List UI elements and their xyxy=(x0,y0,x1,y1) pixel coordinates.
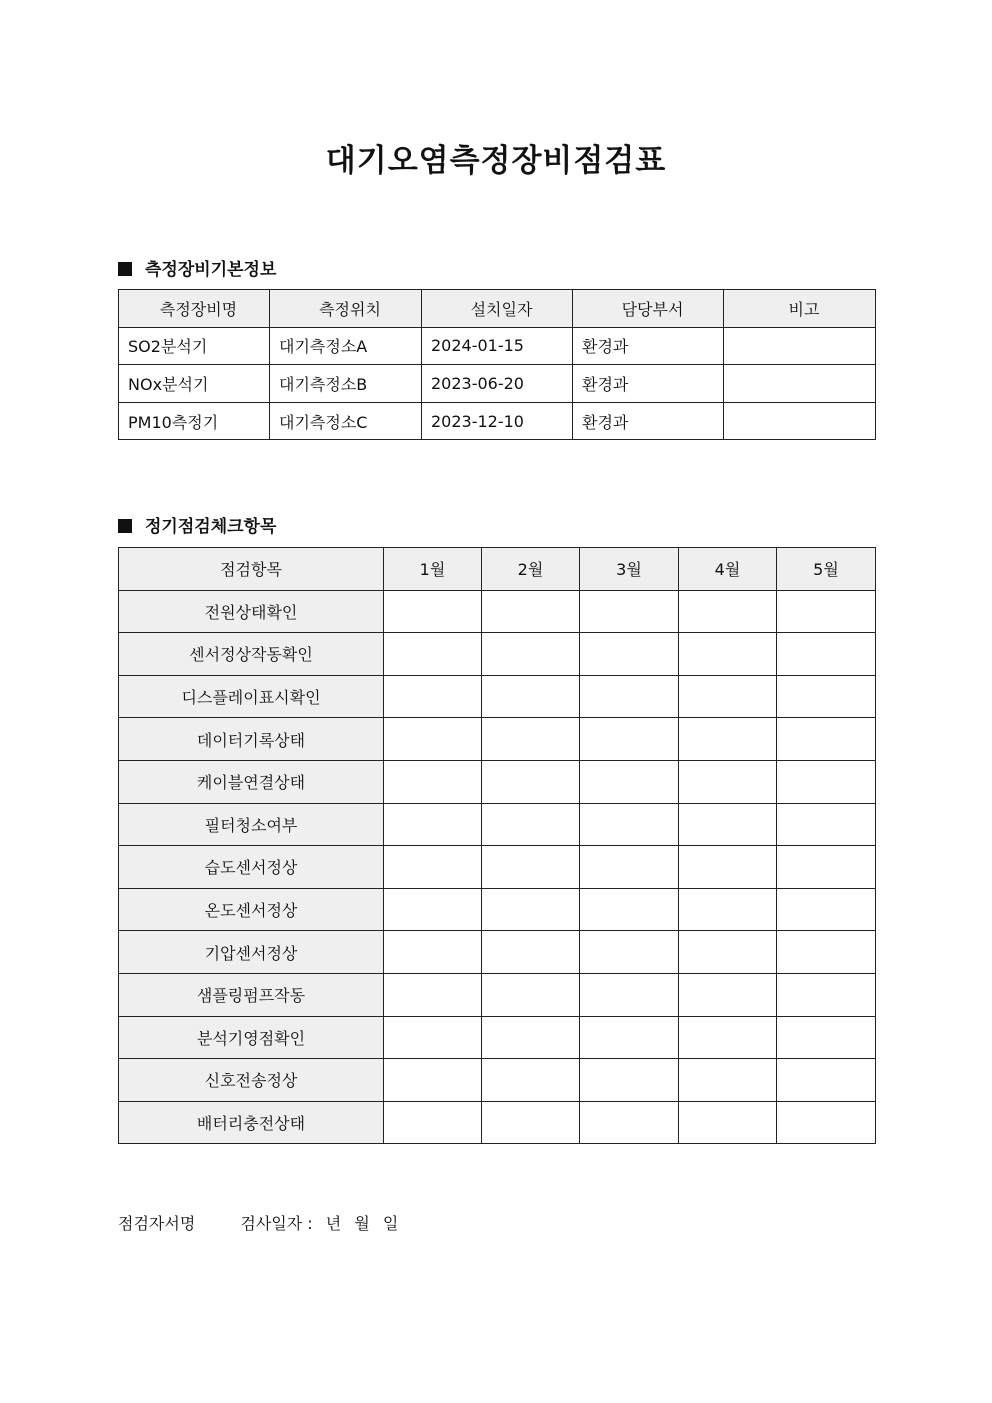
year-label: 년 xyxy=(325,1214,342,1233)
check-item-label: 기압센서정상 xyxy=(119,931,384,974)
check-cell[interactable] xyxy=(777,931,876,974)
location-cell: 대기측정소A xyxy=(270,327,422,365)
check-cell[interactable] xyxy=(482,1059,580,1102)
check-item-label: 배터리충전상태 xyxy=(119,1101,384,1144)
check-cell[interactable] xyxy=(777,888,876,931)
remarks-cell[interactable] xyxy=(724,365,876,403)
remarks-cell[interactable] xyxy=(724,402,876,440)
signature-line xyxy=(118,1211,406,1234)
location-cell: 대기측정소C xyxy=(270,402,422,440)
check-cell[interactable] xyxy=(482,590,580,633)
check-cell[interactable] xyxy=(384,1016,482,1059)
check-cell[interactable] xyxy=(580,846,679,889)
check-cell[interactable] xyxy=(580,590,679,633)
equipment-name-cell: SO2분석기 xyxy=(119,327,270,365)
check-cell[interactable] xyxy=(482,1101,580,1144)
check-item-label: 케이블연결상태 xyxy=(119,760,384,803)
check-cell[interactable] xyxy=(580,1101,679,1144)
month-label: 월 xyxy=(354,1214,370,1233)
check-cell[interactable] xyxy=(777,633,876,676)
check-cell[interactable] xyxy=(777,1059,876,1102)
check-cell[interactable] xyxy=(679,718,777,761)
check-cell[interactable] xyxy=(482,760,580,803)
check-cell[interactable] xyxy=(482,718,580,761)
table-row xyxy=(119,675,876,718)
department-cell: 환경과 xyxy=(573,402,724,440)
section-heading-basic-info xyxy=(118,255,276,280)
check-cell[interactable] xyxy=(777,760,876,803)
check-cell[interactable] xyxy=(679,760,777,803)
check-item-label: 필터청소여부 xyxy=(119,803,384,846)
check-cell[interactable] xyxy=(580,633,679,676)
table-row xyxy=(119,365,876,403)
check-cell[interactable] xyxy=(482,888,580,931)
check-cell[interactable] xyxy=(679,803,777,846)
location-cell: 대기측정소B xyxy=(270,365,422,403)
check-cell[interactable] xyxy=(777,846,876,889)
check-cell[interactable] xyxy=(384,1101,482,1144)
check-cell[interactable] xyxy=(384,718,482,761)
check-cell[interactable] xyxy=(777,590,876,633)
check-cell[interactable] xyxy=(384,590,482,633)
check-item-label: 습도센서정상 xyxy=(119,846,384,889)
check-cell[interactable] xyxy=(482,1016,580,1059)
check-cell[interactable] xyxy=(384,760,482,803)
check-cell[interactable] xyxy=(482,803,580,846)
inspection-date-label: 검사일자 : xyxy=(240,1214,313,1233)
check-cell[interactable] xyxy=(384,973,482,1016)
table-row xyxy=(119,760,876,803)
check-cell[interactable] xyxy=(580,888,679,931)
day-label: 일 xyxy=(382,1214,399,1233)
equipment-name-cell: PM10측정기 xyxy=(119,402,270,440)
check-cell[interactable] xyxy=(580,973,679,1016)
check-cell[interactable] xyxy=(777,718,876,761)
check-item-label: 센서정상작동확인 xyxy=(119,633,384,676)
table-row xyxy=(119,1059,876,1102)
inspector-signature-label: 점검자서명 xyxy=(118,1214,196,1233)
check-cell[interactable] xyxy=(482,633,580,676)
table-row xyxy=(119,718,876,761)
check-cell[interactable] xyxy=(777,675,876,718)
check-cell[interactable] xyxy=(482,846,580,889)
table-row xyxy=(119,1101,876,1144)
check-cell[interactable] xyxy=(384,675,482,718)
table-header-row xyxy=(119,548,876,591)
check-cell[interactable] xyxy=(384,888,482,931)
table-row xyxy=(119,846,876,889)
check-cell[interactable] xyxy=(679,633,777,676)
check-cell[interactable] xyxy=(580,803,679,846)
table-row xyxy=(119,931,876,974)
check-item-label: 분석기영점확인 xyxy=(119,1016,384,1059)
check-cell[interactable] xyxy=(777,1101,876,1144)
check-cell[interactable] xyxy=(482,973,580,1016)
department-cell: 환경과 xyxy=(573,365,724,403)
table-row xyxy=(119,888,876,931)
department-cell: 환경과 xyxy=(573,327,724,365)
check-cell[interactable] xyxy=(777,973,876,1016)
check-cell[interactable] xyxy=(777,803,876,846)
check-item-label: 신호전송정상 xyxy=(119,1059,384,1102)
check-cell[interactable] xyxy=(482,675,580,718)
table-row xyxy=(119,973,876,1016)
table-row xyxy=(119,803,876,846)
page-title: 대기오염측정장비점검표 xyxy=(325,143,667,179)
check-cell[interactable] xyxy=(580,931,679,974)
column-header: 비고 xyxy=(724,290,876,328)
check-cell[interactable] xyxy=(679,888,777,931)
check-cell[interactable] xyxy=(580,760,679,803)
table-header-row xyxy=(119,290,876,328)
column-header: 측정위치 xyxy=(270,290,422,328)
check-item-label: 샘플링펌프작동 xyxy=(119,973,384,1016)
check-cell[interactable] xyxy=(384,633,482,676)
check-cell[interactable] xyxy=(679,846,777,889)
check-cell[interactable] xyxy=(580,718,679,761)
check-cell[interactable] xyxy=(580,1016,679,1059)
check-cell[interactable] xyxy=(679,1059,777,1102)
square-bullet-icon xyxy=(118,519,132,533)
check-cell[interactable] xyxy=(679,931,777,974)
check-cell[interactable] xyxy=(580,675,679,718)
column-header: 4월 xyxy=(679,548,777,591)
check-cell[interactable] xyxy=(580,1059,679,1102)
column-header: 담당부서 xyxy=(573,290,724,328)
check-item-label: 데이터기록상태 xyxy=(119,718,384,761)
section-heading-checklist xyxy=(118,512,276,537)
table-row xyxy=(119,327,876,365)
column-header: 점검항목 xyxy=(119,548,384,591)
check-cell[interactable] xyxy=(482,931,580,974)
inspection-checklist-table xyxy=(118,547,876,1144)
column-header: 설치일자 xyxy=(422,290,573,328)
check-cell[interactable] xyxy=(679,1016,777,1059)
check-cell[interactable] xyxy=(384,931,482,974)
column-header: 5월 xyxy=(777,548,876,591)
remarks-cell[interactable] xyxy=(724,327,876,365)
check-item-label: 온도센서정상 xyxy=(119,888,384,931)
install-date-cell: 2023-12-10 xyxy=(422,402,573,440)
check-cell[interactable] xyxy=(384,1059,482,1102)
column-header: 측정장비명 xyxy=(119,290,270,328)
check-cell[interactable] xyxy=(777,1016,876,1059)
install-date-cell: 2023-06-20 xyxy=(422,365,573,403)
check-item-label: 전원상태확인 xyxy=(119,590,384,633)
equipment-name-cell: NOx분석기 xyxy=(119,365,270,403)
table-row xyxy=(119,590,876,633)
check-cell[interactable] xyxy=(679,1101,777,1144)
check-cell[interactable] xyxy=(384,846,482,889)
square-bullet-icon xyxy=(118,262,132,276)
table-row xyxy=(119,633,876,676)
column-header: 2월 xyxy=(482,548,580,591)
column-header: 3월 xyxy=(580,548,679,591)
table-row xyxy=(119,402,876,440)
install-date-cell: 2024-01-15 xyxy=(422,327,573,365)
equipment-info-table xyxy=(118,289,876,440)
check-cell[interactable] xyxy=(679,675,777,718)
check-item-label: 디스플레이표시확인 xyxy=(119,675,384,718)
section-heading-text: 정기점검체크항목 xyxy=(145,517,277,537)
check-cell[interactable] xyxy=(679,590,777,633)
check-cell[interactable] xyxy=(679,973,777,1016)
check-cell[interactable] xyxy=(384,803,482,846)
table-row xyxy=(119,1016,876,1059)
section-heading-text: 측정장비기본정보 xyxy=(145,260,277,280)
column-header: 1월 xyxy=(384,548,482,591)
